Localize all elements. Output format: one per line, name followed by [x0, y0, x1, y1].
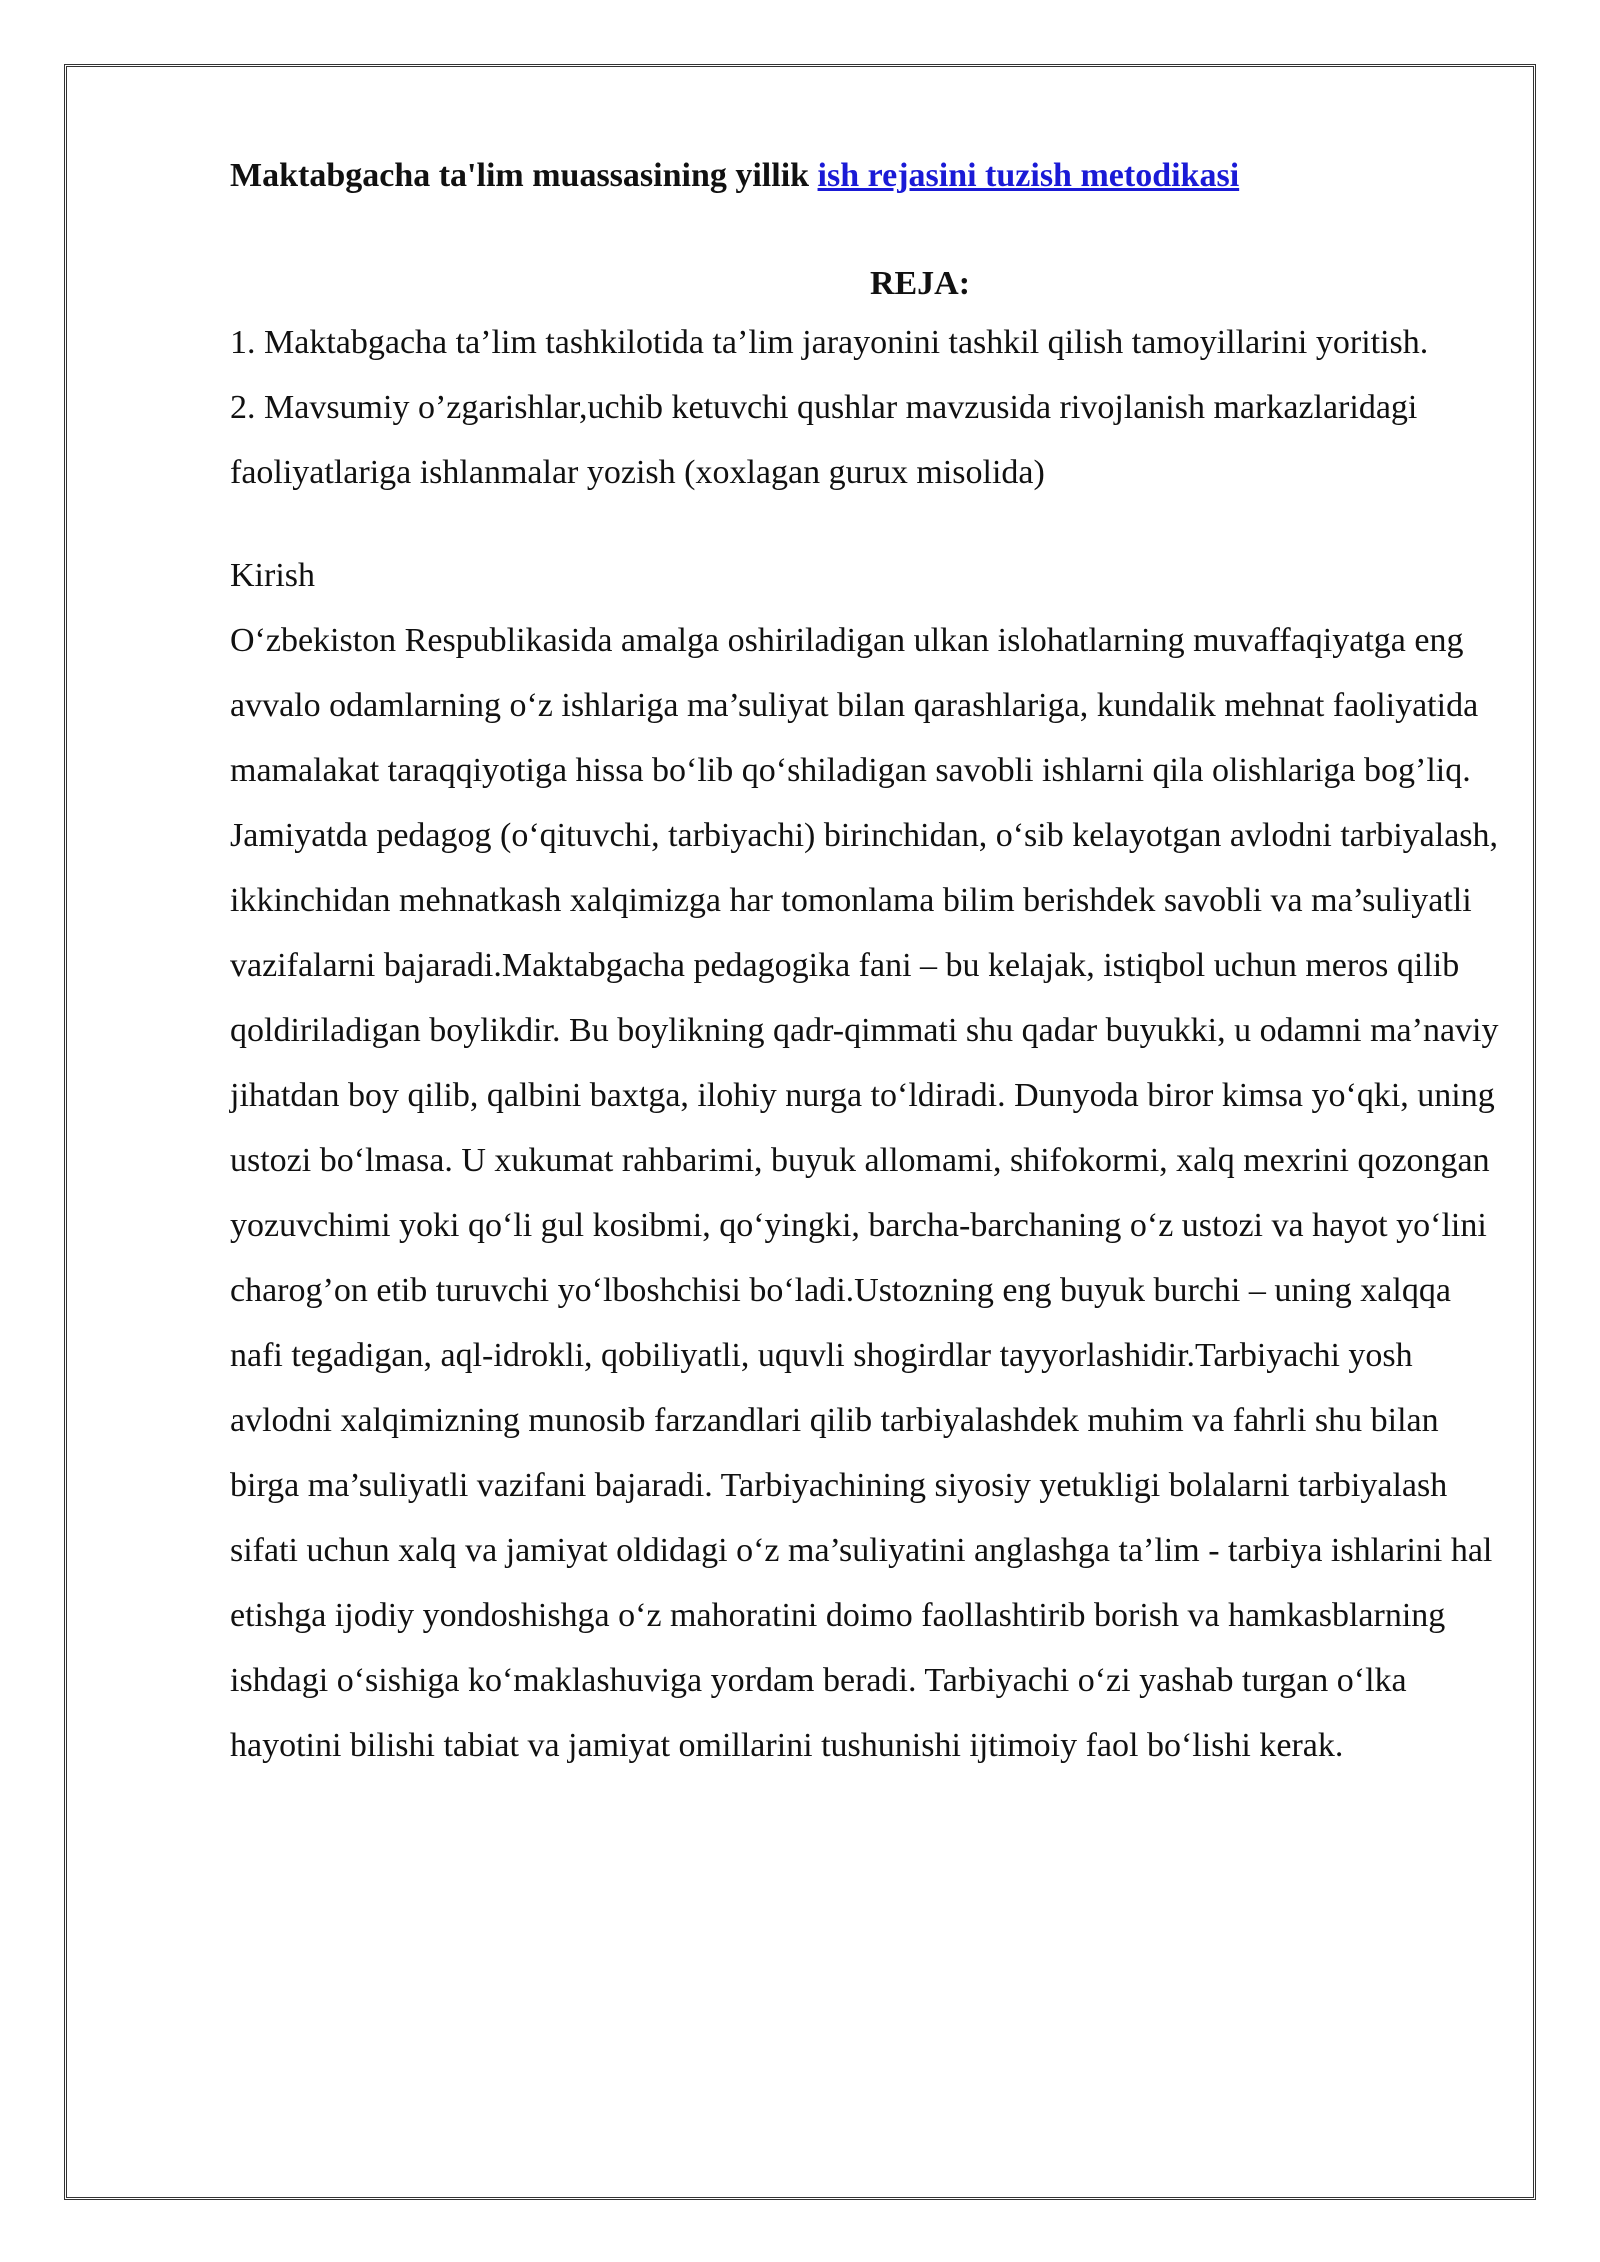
plan-heading: REJA:: [869, 265, 971, 302]
plan-item: 1. Maktabgacha ta’lim tashkilotida ta’lim jarayonini tashkil qilish tamoyillarini yoritish.: [230, 324, 1429, 361]
title-prefix: Maktabgacha ta'lim muassasining yillik: [230, 157, 818, 194]
intro-heading: Kirish: [230, 557, 315, 594]
document-body: [230, 150, 1500, 1778]
intro-paragraph: O‘zbekiston Respublikasida amalga oshiriladigan ulkan islohatlarning muvaffaqiyatga eng avvalo odamlarning o‘z ishlariga ma’suliyat bilan qarashlariga, kundalik mehnat faoliyatida mamalakat taraqqiyotiga hissa bo‘lib qo‘shiladigan savobli ishlarni qila olishlariga bog’liq. Jamiyatda pedagog (o‘qituvchi, tarbiyachi) birinchidan, o‘sib kelayotgan avlodni tarbiyalash, ikkinchidan mehnatkash xalqimizga har tomonlama bilim berishdek savobli va ma’suliyatli vazifalarni bajaradi.Maktabgacha pedagogika fani – bu kelajak, istiqbol uchun meros qilib qoldiriladigan boylikdir. Bu boylikning qadr-qimmati shu qadar buyukki, u odamni ma’naviy jihatdan boy qilib, qalbini baxtga, ilohiy nurga to‘ldiradi. Dunyoda biror kimsa yo‘qki, uning ustozi bo‘lmasa. U xukumat rahbarimi, buyuk allomami, shifokormi, xalq mexrini qozongan yozuvchimi yoki qo‘li gul kosibmi, qo‘yingki, barcha-barchaning o‘z ustozi va hayot yo‘lini charog’on etib turuvchi yo‘lboshchisi bo‘ladi.Ustozning eng buyuk burchi – uning xalqqa nafi tegadigan, aql-idrokli, qobiliyatli, uquvli shogirdlar tayyorlashidir.Tarbiyachi yosh avlodni xalqimizning munosib farzandlari qilib tarbiyalashdek muhim va fahrli shu bilan birga ma’suliyatli vazifani bajaradi. Tarbiyachining siyosiy yetukligi bolalarni tarbiyalash sifati uchun xalq va jamiyat oldidagi o‘z ma’suliyatini anglashga ta’lim - tarbiya ishlarini hal etishga ijodiy yondoshishga o‘z mahoratini doimo faollashtirib borish va hamkasblarning ishdagi o‘sishiga ko‘maklashuviga yordam beradi. Tarbiyachi o‘zi yashab turgan o‘lka hayotini bilishi tabiat va jamiyat omillarini tushunishi ijtimoiy faol bo‘lishi kerak.: [230, 622, 1499, 1764]
plan-item: 2. Mavsumiy o’zgarishlar,uchib ketuvchi qushlar mavzusida rivojlanish markazlaridagi faoliyatlariga ishlanmalar yozish (xoxlagan gurux misolida): [230, 389, 1418, 491]
document-title: [230, 150, 1500, 202]
title-link[interactable]: ish rejasini tuzish metodikasi: [817, 157, 1240, 194]
plan-list: [230, 310, 1500, 505]
